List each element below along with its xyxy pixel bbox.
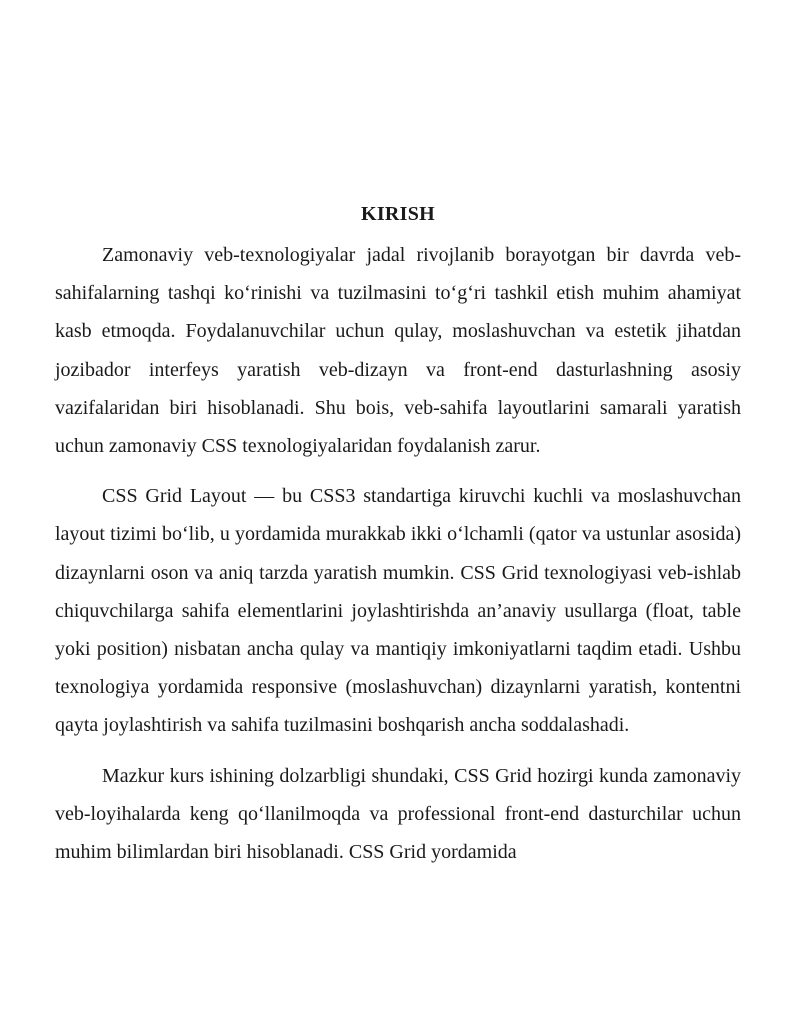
paragraph-intro: Zamonaviy veb-texnologiyalar jadal rivojlanib borayotgan bir davrda veb-sahifalarning tashqi koʻrinishi va tuzilmasini toʻgʻri tashkil etish muhim ahamiyat kasb etmoqda. Foydalanuvchilar uchun qulay, moslashuvchan va estetik jihatdan jozibador interfeys yaratish veb-dizayn va front-end dasturlashning asosiy vazifalaridan biri hisoblanadi. Shu bois, veb-sahifa layoutlarini samarali yaratish uchun zamonaviy CSS texnologiyalaridan foydalanish zarur. bbox=[55, 244, 741, 458]
paragraph-css-grid: CSS Grid Layout — bu CSS3 standartiga kiruvchi kuchli va moslashuvchan layout tizimi boʻlib, u yordamida murakkab ikki oʻlchamli (qator va ustunlar asosida) dizaynlarni oson va aniq tarzda yaratish mumkin. CSS Grid texnologiyasi veb-ishlab chiquvchilarga sahifa elementlarini joylashtirishda an’anaviy usullarga (float, table yoki position) nisbatan ancha qulay va mantiqiy imkoniyatlarni taqdim etadi. Ushbu texnologiya yordamida responsive (moslashuvchan) dizaynlarni yaratish, kontentni qayta joylashtirish va sahifa tuzilmasini boshqarish ancha soddalashadi. bbox=[55, 485, 741, 737]
section-heading: KIRISH bbox=[360, 203, 436, 225]
paragraph-relevance: Mazkur kurs ishining dolzarbligi shundaki, CSS Grid hozirgi kunda zamonaviy veb-loyihalarda keng qoʻllanilmoqda va professional front-end dasturchilar uchun muhim bilimlardan biri hisoblanadi. CSS Grid yordamida bbox=[55, 764, 741, 864]
document-page bbox=[55, 0, 741, 1035]
